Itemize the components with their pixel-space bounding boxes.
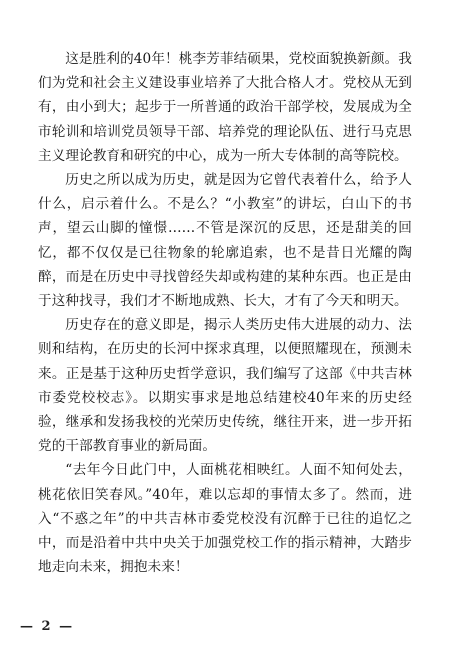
paragraph-4: “去年今日此门中，人面桃花相映红。人面不知何处去，桃花依旧笑春风。”40年，难以忘却的事情太多了。然而，进入“不惑之年”的中共吉林市委党校没有沉醉于已往的追忆之中，而是沿着中共中央关于加强党校工作的指示精神，大踏步地走向未来，拥抱未来！ xyxy=(38,462,412,576)
paragraph-1: 这是胜利的40年！桃李芳菲结硕果，党校面貌换新颜。我们为党和社会主义建设事业培养了大批合格人才。党校从无到有，由小到大；起步于一所普通的政治干部学校，发展成为全市轮训和培训党员领导干部、培养党的理论队伍、进行马克思主义理论教育和研究的中心，成为一所大专体制的高等院校。 xyxy=(38,51,412,164)
paragraph-3: 历史存在的意义即是，揭示人类历史伟大进展的动力、法则和结构，在历史的长河中探求真理，以便照耀现在，预测未来。正是基于这种历史哲学意识，我们编写了这部《中共吉林市委党校校志》。以期实事求是地总结建校40年来的历史经验，继承和发扬我校的光荣历史传统，继往开来，进一步开拓党的干部教育事业的新局面。 xyxy=(38,317,412,455)
body-text xyxy=(38,47,412,579)
page-number: — 2 — xyxy=(20,619,75,634)
paragraph-2: 历史之所以成为历史，就是因为它曾代表着什么，给予人什么，启示着什么。不是么？“小教室”的讲坛，白山下的书声，望云山脚的憧憬……不管是深沉的反思，还是甜美的回忆，都不仅仅是已往物象的轮廓追索，也不是昔日光耀的陶醉，而是在历史中寻找曾经失却或构建的某种东西。也正是由于这种找寻，我们才不断地成熟、长大，才有了今天和明天。 xyxy=(38,172,412,310)
